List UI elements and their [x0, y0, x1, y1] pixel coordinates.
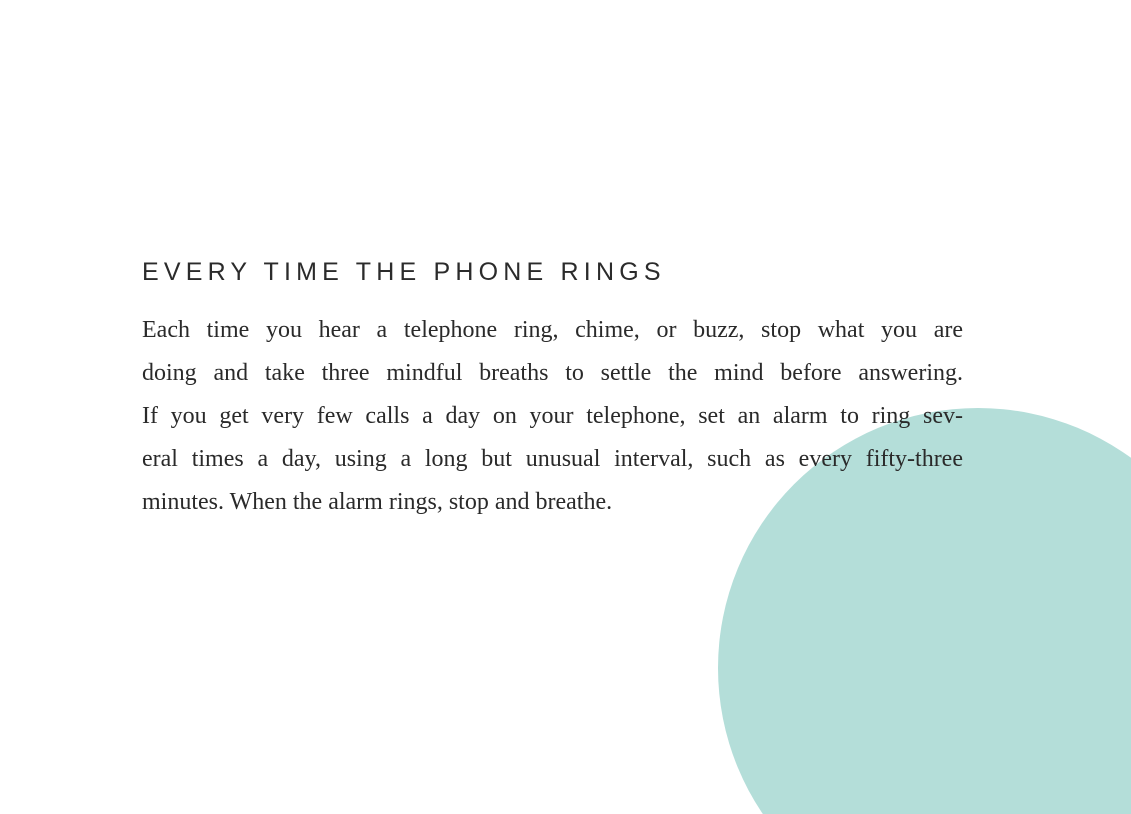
body-paragraph [142, 309, 963, 524]
body-line: minutes. When the alarm rings, stop and breathe. [142, 489, 613, 515]
body-line: eral times a day, using a long but unusual interval, such as every fifty-three [142, 446, 963, 472]
body-line: Each time you hear a telephone ring, chime, or buzz, stop what you are [142, 317, 963, 343]
body-line: If you get very few calls a day on your telephone, set an alarm to ring sev- [142, 403, 963, 429]
section-title: EVERY TIME THE PHONE RINGS [142, 258, 666, 286]
body-line: doing and take three mindful breaths to settle the mind before answering. [142, 360, 963, 386]
